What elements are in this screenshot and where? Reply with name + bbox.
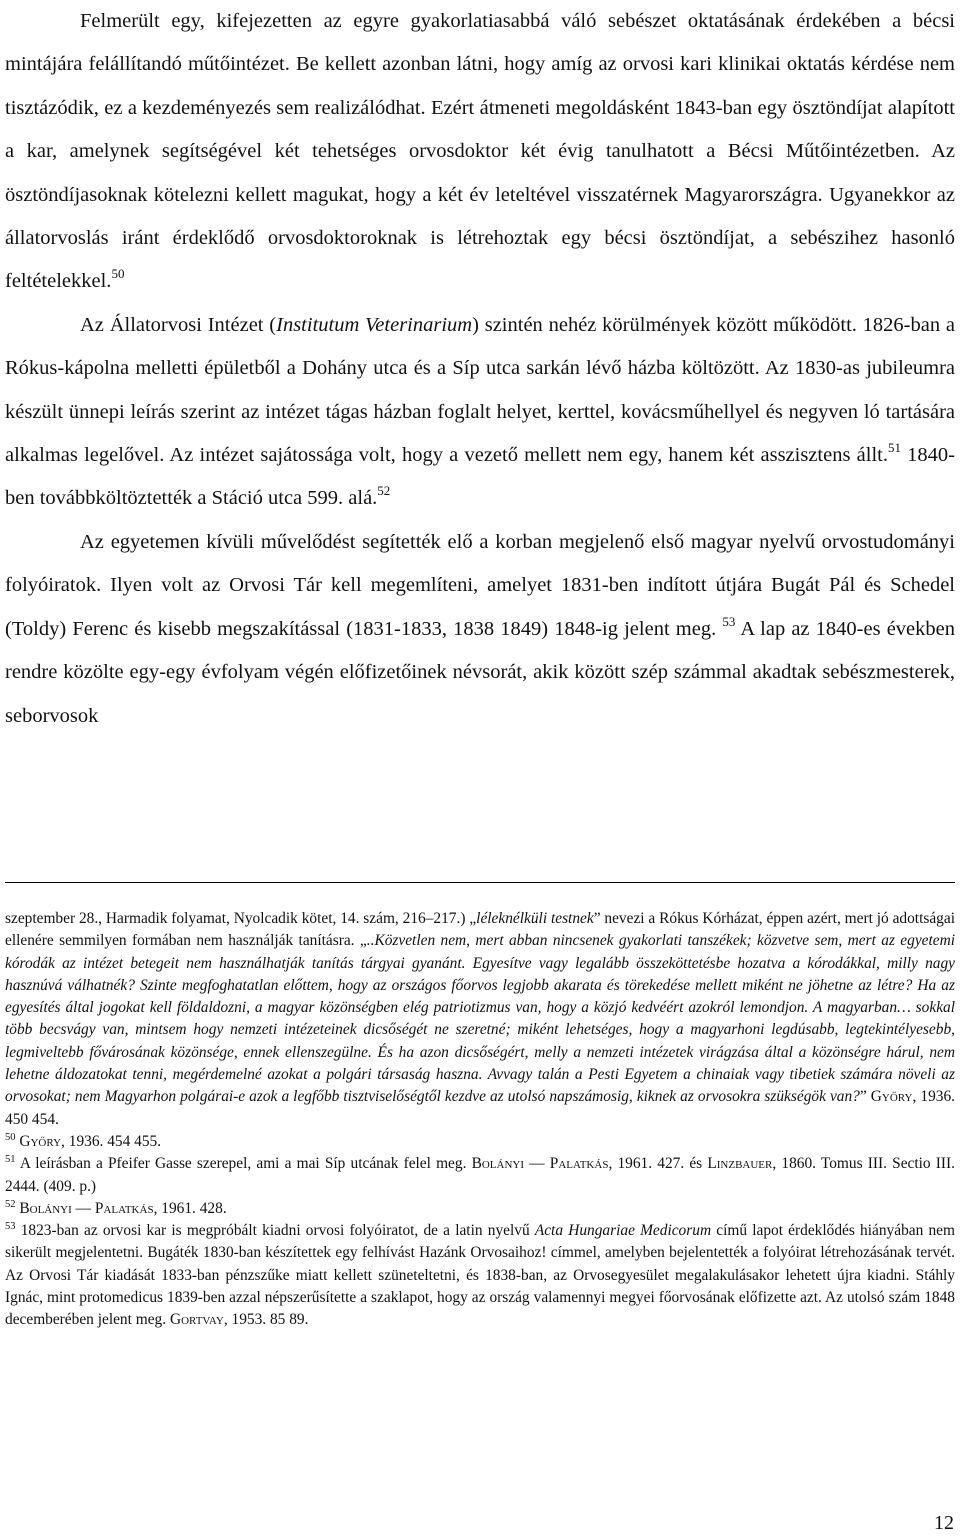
author-name: Győry	[19, 1132, 62, 1150]
text-run: ) szintén nehéz körülmények között működött. 1826-ban a Rókus-kápolna melletti épületből a Dohány utca és a Síp utca sarkán lévő házba költözött. Az 1830-as jubileumra készült ünnepi leírás szerint az intézet tágas házban foglalt helyet, kerttel, kovácsműhellyel és negyven ló tartására alkalmas legelővel. Az intézet sajátossága volt, hogy a vezető mellett nem egy, hanem két asszisztens állt.	[5, 313, 955, 467]
footnote-52	[5, 1198, 955, 1220]
footnote-50	[5, 1131, 955, 1153]
footnote-ref: 53	[722, 613, 736, 629]
author-name: Gortvay	[169, 1311, 224, 1329]
author-name: Palatkás	[94, 1199, 154, 1217]
text-run: ”	[859, 1088, 871, 1106]
text-run: ” nevezi a Rókus Kórházat, éppen azért, mert jó adottságai ellenére semmilyen formában nem használják tanításra. „	[5, 910, 955, 950]
footnote-53	[5, 1220, 955, 1331]
footnote-ref: 50	[111, 266, 125, 282]
author-name: Linzbauer	[707, 1155, 773, 1173]
text-run: A leírásban a Pfeifer Gasse szerepel, ami a mai Síp utcának felel meg.	[15, 1155, 472, 1173]
footnote-ref: 52	[377, 483, 391, 499]
body-paragraph	[5, 521, 955, 738]
text-run: 1823-ban az orvosi kar is megpróbált kiadni orvosi folyóiratot, de a latin nyelvű	[15, 1222, 535, 1240]
author-name: Győry	[870, 1088, 913, 1106]
text-run: , 1936. 454 455.	[61, 1132, 162, 1150]
text-run: című lapot érdeklődés hiányában nem sikerült megjelentetni. Bugáték 1830-ban készítettek egy felhívást Hazánk Orvosaihoz! címmel, amelyben bejelentették a folyóirat létrehozásának tervét. Az Orvosi Tár kiadását 1833-ban pénzszűke miatt kellett szüneteltetni, és 1838-ban, az Orvosegyesület megalakulásakor lehetett újra kiadni. Stáhly Ignác, mint protomedicus 1839-ben azzal népszerűsítette a szaklapot, hogy az ország valamennyi megyei főorvosának előfizette azt. Az utolsó szám 1848 decemberében jelent meg.	[5, 1222, 955, 1329]
text-run: Az Állatorvosi Intézet (	[80, 313, 277, 336]
footnote-ref: 51	[887, 440, 901, 456]
body-paragraph	[5, 304, 955, 521]
text-run: A lap az 1840-es években rendre közölte egy-egy évfolyam végén előfizetőinek névsorát, akik között szép számmal akadtak sebészmesterek, seborvosok	[5, 617, 956, 727]
footnote-ref: 52	[5, 1198, 16, 1210]
footnote-divider	[5, 882, 955, 883]
footnote-ref: 51	[5, 1154, 16, 1166]
body-paragraph	[5, 0, 955, 304]
text-run: 1840-ben továbbköltöztették a Stáció utca 599. alá.	[5, 444, 955, 510]
author-name: Palatkás	[549, 1155, 609, 1173]
author-name: Bolányi	[19, 1199, 72, 1217]
text-run: szeptember 28., Harmadik folyamat, Nyolcadik kötet, 14. szám, 216–217.) „	[5, 910, 477, 927]
italic-text: ..Közvetlen nem, mert abban nincsenek gyakorlati tanszékek; közvetve sem, mert az egyetemi kórodák az intézet betegeit nem használhatják tanítás tárgyai gyanánt. Egyesítve vagy legalább összeköttetésbe hozatva a kórodákkal, milly nagy hasznúvá válhatnék? Szinte megfoghatatlan előttem, hogy az országos főorvos legjobb akarata és törekedése mellett miként ne jöhetne az létre? Ha az egyesítés által jogokat kell földaldozni, a magyar közönségben elég patriotizmus van, hogy a közjó kedvéért azokról lemondjon. A magyarban… sokkal több becsvágy van, mintsem hogy nemzeti intézeteinek dicsőségét ne szeretné; miként lehetséges, hogy a magyarhoni legdúsabb, legtekintélyesebb, legmiveltebb fővárosának közönsége, ennek ellenszegülne. És ha azon dicsőségért, melly a nemzeti intézetek virágzása által a közönségre hárul, nem lehetne áldozatokat tenni, megérdemelné azokat a polgári társaság haszna. Avvagy talán a Pesti Egyetem a chinaiak vagy tibetiek számára növeli az orvosokat; nem Magyarhon polgárai-e azok a legfőbb tisztviselőségtől kezdve az utolsó napszámosig, kiknek az orvosokra szükségök van?	[5, 932, 955, 1106]
page-body	[5, 0, 955, 738]
text-run: —	[71, 1199, 95, 1217]
text-run: , 1860. Tomus III. Sectio III. 2444. (409. p.)	[5, 1155, 955, 1195]
footnote-51	[5, 1153, 955, 1198]
footnote-ref: 50	[5, 1131, 16, 1143]
page-number: 12	[934, 1512, 954, 1534]
text-run: , 1961. 428.	[153, 1199, 227, 1217]
italic-text: Acta Hungariae Medicorum	[534, 1222, 712, 1240]
footnote-continuation	[5, 908, 955, 1131]
footnote-ref: 53	[5, 1221, 16, 1233]
text-run: , 1961. 427. és	[608, 1155, 708, 1173]
italic-text: Institutum Veterinarium	[276, 313, 473, 336]
text-run: Felmerült egy, kifejezetten az egyre gyakorlatiasabbá váló sebészet oktatásának érdekében a bécsi mintájára felállítandó műtőintézet. Be kellett azonban látni, hogy amíg az orvosi kari klinikai oktatás kérdése nem tisztázódik, ez a kezdeményezés sem realizálódhat. Ezért átmeneti megoldásként 1843-ban egy ösztöndíjat alapított a kar, amelynek segítségével két tehetséges orvosdoktor két évig tanulhatott a Bécsi Műtőintézetben. Az ösztöndíjasoknak kötelezni kellett magukat, hogy a két év leteltével visszatérnek Magyarországra. Ugyanekkor az állatorvoslás iránt érdeklődő orvosdoktoroknak is létrehoztak egy bécsi ösztöndíjat, a sebészihez hasonló feltételekkel.	[5, 10, 955, 293]
footnotes	[5, 908, 955, 1332]
author-name: Bolányi	[471, 1155, 525, 1173]
text-run: , 1936. 450 454.	[5, 1088, 955, 1128]
text-run: —	[524, 1155, 550, 1173]
text-run: Az egyetemen kívüli művelődést segítették elő a korban megjelenő első magyar nyelvű orvostudományi folyóiratok. Ilyen volt az Orvosi Tár kell megemlíteni, amelyet 1831-ben indított útjára Bugát Pál és Schedel (Toldy) Ferenc és kisebb megszakítással (1831-1833, 1838 1849) 1848-ig jelent meg.	[5, 530, 955, 640]
italic-text: léleknélküli testnek	[476, 910, 594, 927]
text-run: , 1953. 85 89.	[223, 1311, 309, 1329]
